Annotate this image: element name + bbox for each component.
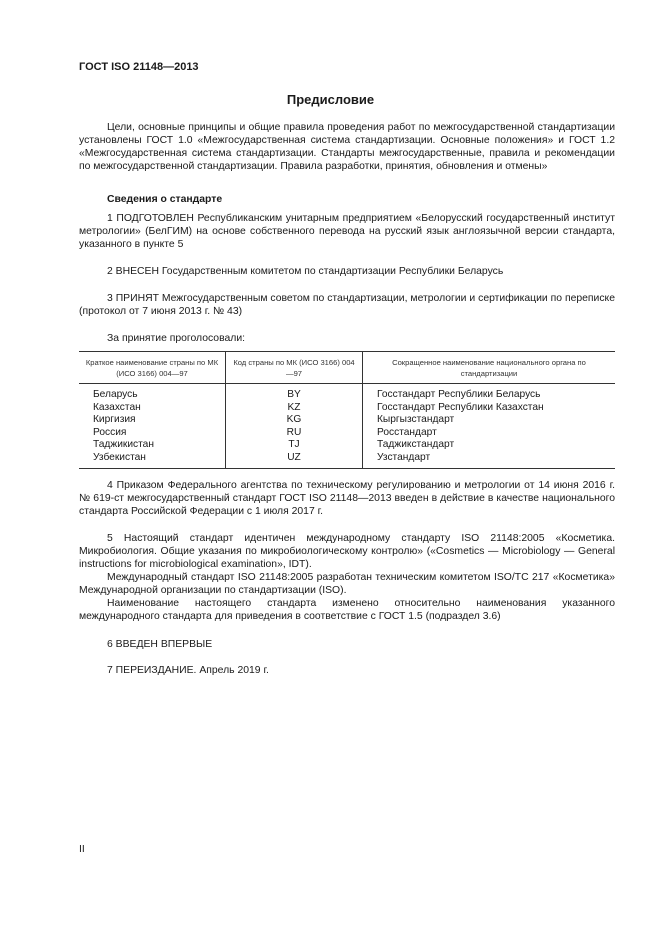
item-6-block — [79, 638, 615, 651]
table-row — [79, 427, 615, 440]
body-cell: Кыргызстандарт — [377, 414, 455, 426]
item-7-block — [79, 664, 615, 677]
table-header-row — [79, 352, 615, 384]
country-cell: Россия — [79, 427, 226, 440]
item-4-block — [79, 479, 615, 518]
body-cell: Госстандарт Республики Казахстан — [377, 401, 544, 413]
item-6-paragraph: 6 ВВЕДЕН ВПЕРВЫЕ — [107, 639, 213, 650]
vote-label-block — [79, 332, 615, 345]
item-4-paragraph: 4 Приказом Федерального агентства по техническому регулированию и метрологии от 14 июня 2016 г. № 619-ст межгосударственный стандарт ГОСТ ISO 21148—2013 введен в действие в качестве национального стандарта Российской Федерации с 1 июля 2017 г. — [79, 480, 615, 517]
item-3-block — [79, 292, 615, 318]
voting-table — [79, 351, 615, 469]
country-cell: Узбекистан — [79, 452, 226, 468]
code-cell: UZ — [226, 452, 363, 468]
code-cell: BY — [226, 384, 363, 402]
item-2-block — [79, 265, 615, 278]
country-cell: Таджикистан — [79, 439, 226, 452]
body-cell: Узстандарт — [363, 452, 616, 468]
item-5-block — [79, 532, 615, 623]
table-header-code: Код страны по МК (ИСО 3166) 004—97 — [226, 352, 363, 384]
item-7-paragraph: 7 ПЕРЕИЗДАНИЕ. Апрель 2019 г. — [107, 665, 269, 676]
country-cell: Казахстан — [79, 402, 226, 415]
table-header-body: Сокращенное наименование национального органа по стандартизации — [363, 352, 616, 384]
country-cell: Киргизия — [79, 414, 226, 427]
page-number: II — [79, 844, 85, 855]
item-2-paragraph: 2 ВНЕСЕН Государственным комитетом по стандартизации Республики Беларусь — [107, 266, 504, 277]
country-cell: Беларусь — [79, 384, 226, 402]
body-cell: Госстандарт Республики Беларусь — [377, 389, 541, 400]
body-cell: Росстандарт — [377, 426, 437, 438]
table-row — [79, 452, 615, 468]
item-5-title-change-paragraph: Наименование настоящего стандарта изменено относительно наименования указанного международного стандарта для приведения в соответствие с ГОСТ 1.5 (подраздел 3.6) — [79, 598, 615, 622]
item-5-paragraph: 5 Настоящий стандарт идентичен международному стандарту ISO 21148:2005 «Косметика. Микробиология. Общие указания по микробиологическому контролю» («Cosmetics — Microbiology — General instructions for microbiological examination», IDT). — [79, 533, 615, 570]
code-cell: KG — [226, 414, 363, 427]
item-1-paragraph: 1 ПОДГОТОВЛЕН Республиканским унитарным предприятием «Белорусский государственный институт метрологии» (БелГИМ) на основе собственного перевода на русский язык англоязычной версии стандарта, указанного в пункте 5 — [79, 213, 615, 250]
intro-paragraph: Цели, основные принципы и общие правила проведения работ по межгосударственной стандартизации установлены ГОСТ 1.0 «Межгосударственная система стандартизации. Основные положения» и ГОСТ 1.2 «Межгосударственная система стандартизации. Стандарты межгосударственные, правила и рекомендации по межгосударственной стандартизации. Правила разработки, принятия, обновления и отмены» — [79, 122, 615, 172]
table-row — [79, 414, 615, 427]
intro-section — [79, 121, 615, 173]
item-1-block — [79, 212, 615, 251]
document-code-header: ГОСТ ISO 21148—2013 — [79, 61, 199, 73]
code-cell: TJ — [226, 439, 363, 452]
code-cell: KZ — [226, 402, 363, 415]
info-heading: Сведения о стандарте — [107, 194, 223, 205]
page-title: Предисловие — [286, 92, 375, 107]
vote-label: За принятие проголосовали: — [107, 333, 246, 344]
item-3-paragraph: 3 ПРИНЯТ Межгосударственным советом по стандартизации, метрологии и сертификации по переписке (протокол от 7 июня 2013 г. № 43) — [79, 293, 615, 317]
table-row — [79, 439, 615, 452]
body-cell: Таджикстандарт — [377, 439, 455, 451]
code-cell: RU — [226, 427, 363, 440]
table-row — [79, 384, 615, 402]
table-header-country: Краткое наименование страны по МК (ИСО 3166) 004—97 — [79, 352, 226, 384]
info-heading-block — [79, 193, 615, 206]
item-5-source-paragraph: Международный стандарт ISO 21148:2005 разработан техническим комитетом ISO/TC 217 «Косметика» Международной организации по стандартизации (ISO). — [79, 572, 615, 596]
table-row — [79, 402, 615, 415]
